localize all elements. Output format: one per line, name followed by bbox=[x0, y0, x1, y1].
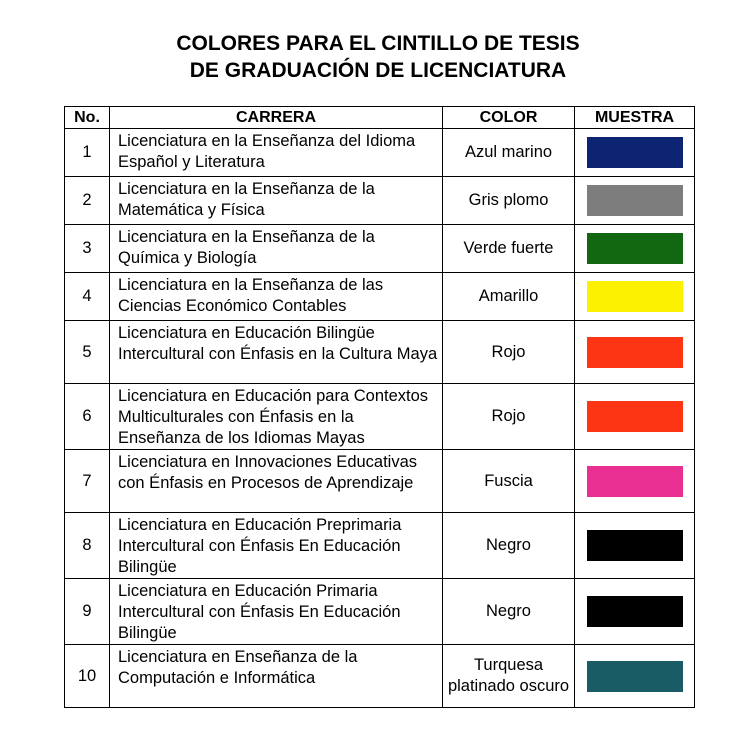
row-color-name: Rojo bbox=[443, 384, 575, 450]
color-swatch bbox=[587, 281, 683, 312]
row-carrera: Licenciatura en Enseñanza de la Computación e Informática bbox=[110, 645, 443, 708]
row-muestra bbox=[575, 579, 695, 645]
row-color-name: Negro bbox=[443, 579, 575, 645]
row-carrera: Licenciatura en Educación Preprimaria Intercultural con Énfasis En Educación Bilingüe bbox=[110, 513, 443, 579]
table-row bbox=[65, 177, 695, 225]
row-number: 10 bbox=[65, 645, 110, 708]
row-muestra bbox=[575, 645, 695, 708]
color-swatch bbox=[587, 185, 683, 216]
color-swatch bbox=[587, 466, 683, 497]
table-row bbox=[65, 513, 695, 579]
row-carrera: Licenciatura en la Enseñanza de la Matemática y Física bbox=[110, 177, 443, 225]
row-color-name: Amarillo bbox=[443, 273, 575, 321]
color-swatch bbox=[587, 233, 683, 264]
row-muestra bbox=[575, 177, 695, 225]
header-no: No. bbox=[65, 107, 110, 129]
row-muestra bbox=[575, 273, 695, 321]
table-row bbox=[65, 321, 695, 384]
row-muestra bbox=[575, 513, 695, 579]
row-number: 8 bbox=[65, 513, 110, 579]
row-color-name: Verde fuerte bbox=[443, 225, 575, 273]
row-number: 9 bbox=[65, 579, 110, 645]
row-number: 3 bbox=[65, 225, 110, 273]
row-number: 7 bbox=[65, 450, 110, 513]
row-muestra bbox=[575, 225, 695, 273]
table-row bbox=[65, 450, 695, 513]
row-color-name: Rojo bbox=[443, 321, 575, 384]
row-number: 1 bbox=[65, 129, 110, 177]
row-carrera: Licenciatura en la Enseñanza de las Ciencias Económico Contables bbox=[110, 273, 443, 321]
table-row bbox=[65, 579, 695, 645]
row-carrera: Licenciatura en Educación Primaria Intercultural con Énfasis En Educación Bilingüe bbox=[110, 579, 443, 645]
row-carrera: Licenciatura en la Enseñanza del Idioma Español y Literatura bbox=[110, 129, 443, 177]
row-color-name: Negro bbox=[443, 513, 575, 579]
color-swatch bbox=[587, 596, 683, 627]
row-muestra bbox=[575, 129, 695, 177]
title-line-1: COLORES PARA EL CINTILLO DE TESIS bbox=[176, 32, 580, 55]
table-row bbox=[65, 384, 695, 450]
table-row bbox=[65, 129, 695, 177]
color-swatch bbox=[587, 530, 683, 561]
row-carrera: Licenciatura en Educación para Contextos Multiculturales con Énfasis en la Enseñanza de los Idiomas Mayas bbox=[110, 384, 443, 450]
row-number: 5 bbox=[65, 321, 110, 384]
header-muestra: MUESTRA bbox=[575, 107, 695, 129]
row-carrera: Licenciatura en Innovaciones Educativas con Énfasis en Procesos de Aprendizaje bbox=[110, 450, 443, 513]
table-row bbox=[65, 273, 695, 321]
row-carrera: Licenciatura en la Enseñanza de la Química y Biología bbox=[110, 225, 443, 273]
row-number: 4 bbox=[65, 273, 110, 321]
row-muestra bbox=[575, 321, 695, 384]
table-header-row bbox=[65, 107, 695, 129]
table-row bbox=[65, 645, 695, 708]
color-swatch bbox=[587, 137, 683, 168]
row-color-name: Fuscia bbox=[443, 450, 575, 513]
row-color-name: Azul marino bbox=[443, 129, 575, 177]
row-color-name: Gris plomo bbox=[443, 177, 575, 225]
colors-table bbox=[64, 106, 695, 708]
header-carrera: CARRERA bbox=[110, 107, 443, 129]
color-swatch bbox=[587, 337, 683, 368]
color-swatch bbox=[587, 401, 683, 432]
row-muestra bbox=[575, 450, 695, 513]
row-color-name: Turquesa platinado oscuro bbox=[443, 645, 575, 708]
header-color: COLOR bbox=[443, 107, 575, 129]
document-title bbox=[0, 30, 756, 84]
row-number: 6 bbox=[65, 384, 110, 450]
title-line-2: DE GRADUACIÓN DE LICENCIATURA bbox=[189, 59, 567, 82]
row-number: 2 bbox=[65, 177, 110, 225]
row-muestra bbox=[575, 384, 695, 450]
row-carrera: Licenciatura en Educación Bilingüe Intercultural con Énfasis en la Cultura Maya bbox=[110, 321, 443, 384]
color-swatch bbox=[587, 661, 683, 692]
table-row bbox=[65, 225, 695, 273]
